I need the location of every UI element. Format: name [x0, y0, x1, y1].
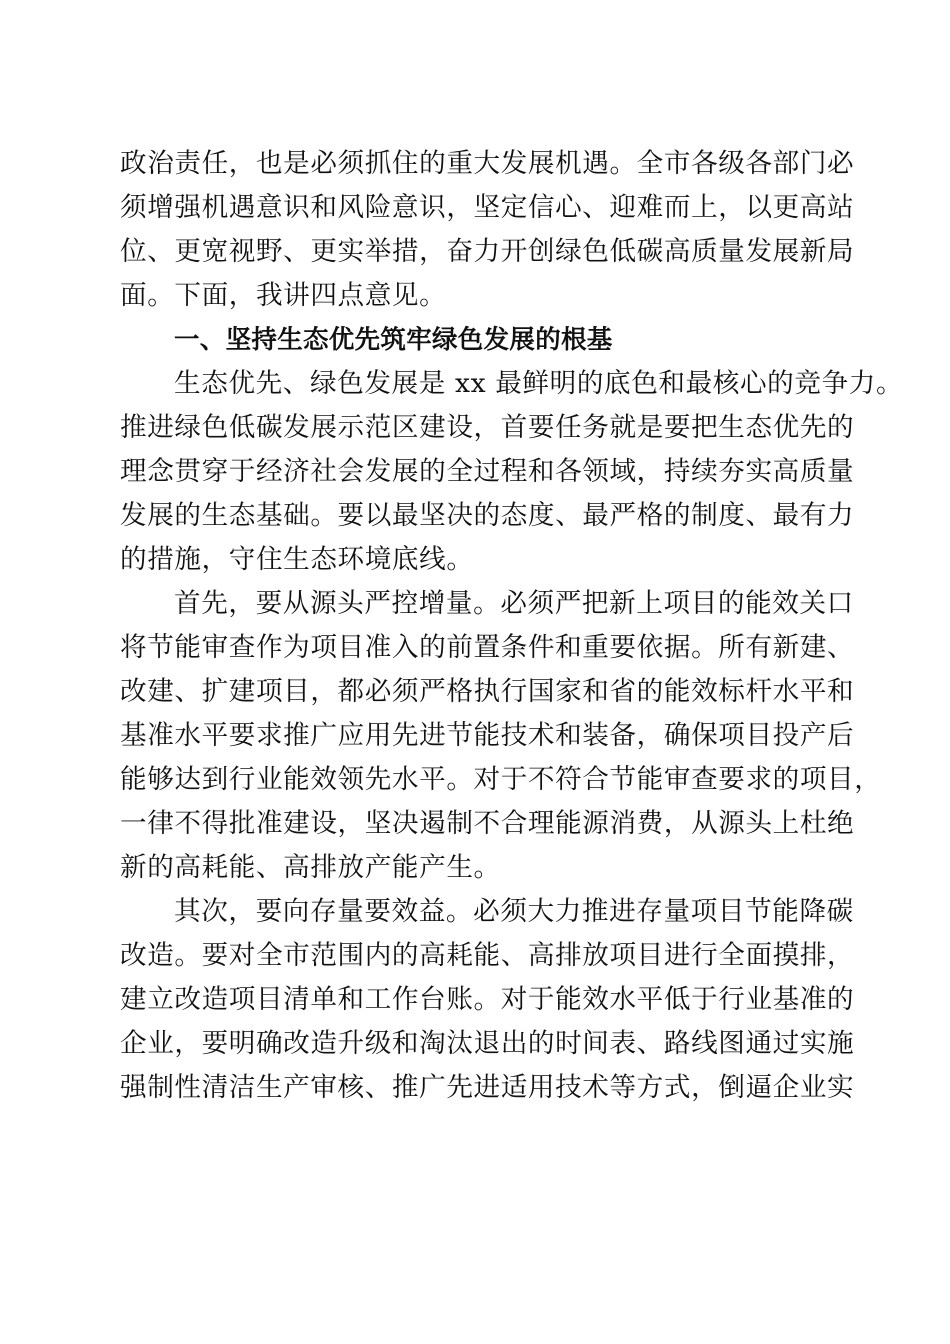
text-line: 能够达到行业能效领先水平。对于不符合节能审查要求的项目， [120, 764, 882, 795]
text-line: 改造。要对全市范围内的高耗能、高排放项目进行全面摸排， [120, 940, 855, 971]
text-line: 理念贯穿于经济社会发展的全过程和各领域，持续夯实高质量 [120, 456, 855, 487]
text-line: 基准水平要求推广应用先进节能技术和装备，确保项目投产后 [120, 720, 855, 751]
document-body [120, 142, 904, 1110]
text-line: 新的高耗能、高排放产能产生。 [120, 852, 501, 883]
text-line: 其次，要向存量要效益。必须大力推进存量项目节能降碳 [174, 896, 854, 927]
text-line: 生态优先、绿色发展是 xx 最鲜明的底色和最核心的竞争力。 [174, 368, 904, 399]
text-line: 强制性清洁生产审核、推广先进适用技术等方式，倒逼企业实 [120, 1072, 855, 1103]
paragraph-ecology [120, 362, 904, 582]
text-line: 位、更宽视野、更实举措，奋力开创绿色低碳高质量发展新局 [120, 236, 855, 267]
text-line: 一律不得批准建设，坚决遏制不合理能源消费，从源头上杜绝 [120, 808, 855, 839]
text-line: 改建、扩建项目，都必须严格执行国家和省的能效标杆水平和 [120, 676, 855, 707]
text-line: 发展的生态基础。要以最坚决的态度、最严格的制度、最有力 [120, 500, 855, 531]
text-line: 须增强机遇意识和风险意识，坚定信心、迎难而上，以更高站 [120, 192, 855, 223]
text-line: 将节能审查作为项目准入的前置条件和重要依据。所有新建、 [120, 632, 855, 663]
text-line: 企业，要明确改造升级和淘汰退出的时间表、路线图通过实施 [120, 1028, 855, 1059]
text-line: 推进绿色低碳发展示范区建设，首要任务就是要把生态优先的 [120, 412, 855, 443]
text-line: 政治责任，也是必须抓住的重大发展机遇。全市各级各部门必 [120, 148, 855, 179]
text-line: 面。下面，我讲四点意见。 [120, 280, 447, 311]
heading-text: 一、坚持生态优先筑牢绿色发展的根基 [174, 325, 613, 355]
text-line: 的措施，守住生态环境底线。 [120, 544, 474, 575]
text-line: 建立改造项目清单和工作台账。对于能效水平低于行业基准的 [120, 984, 855, 1015]
paragraph-second [120, 890, 855, 1110]
paragraph-first [120, 582, 882, 890]
text-line: 首先，要从源头严控增量。必须严把新上项目的能效关口 [174, 588, 854, 619]
section-heading [120, 318, 840, 362]
paragraph-intro [120, 142, 855, 318]
